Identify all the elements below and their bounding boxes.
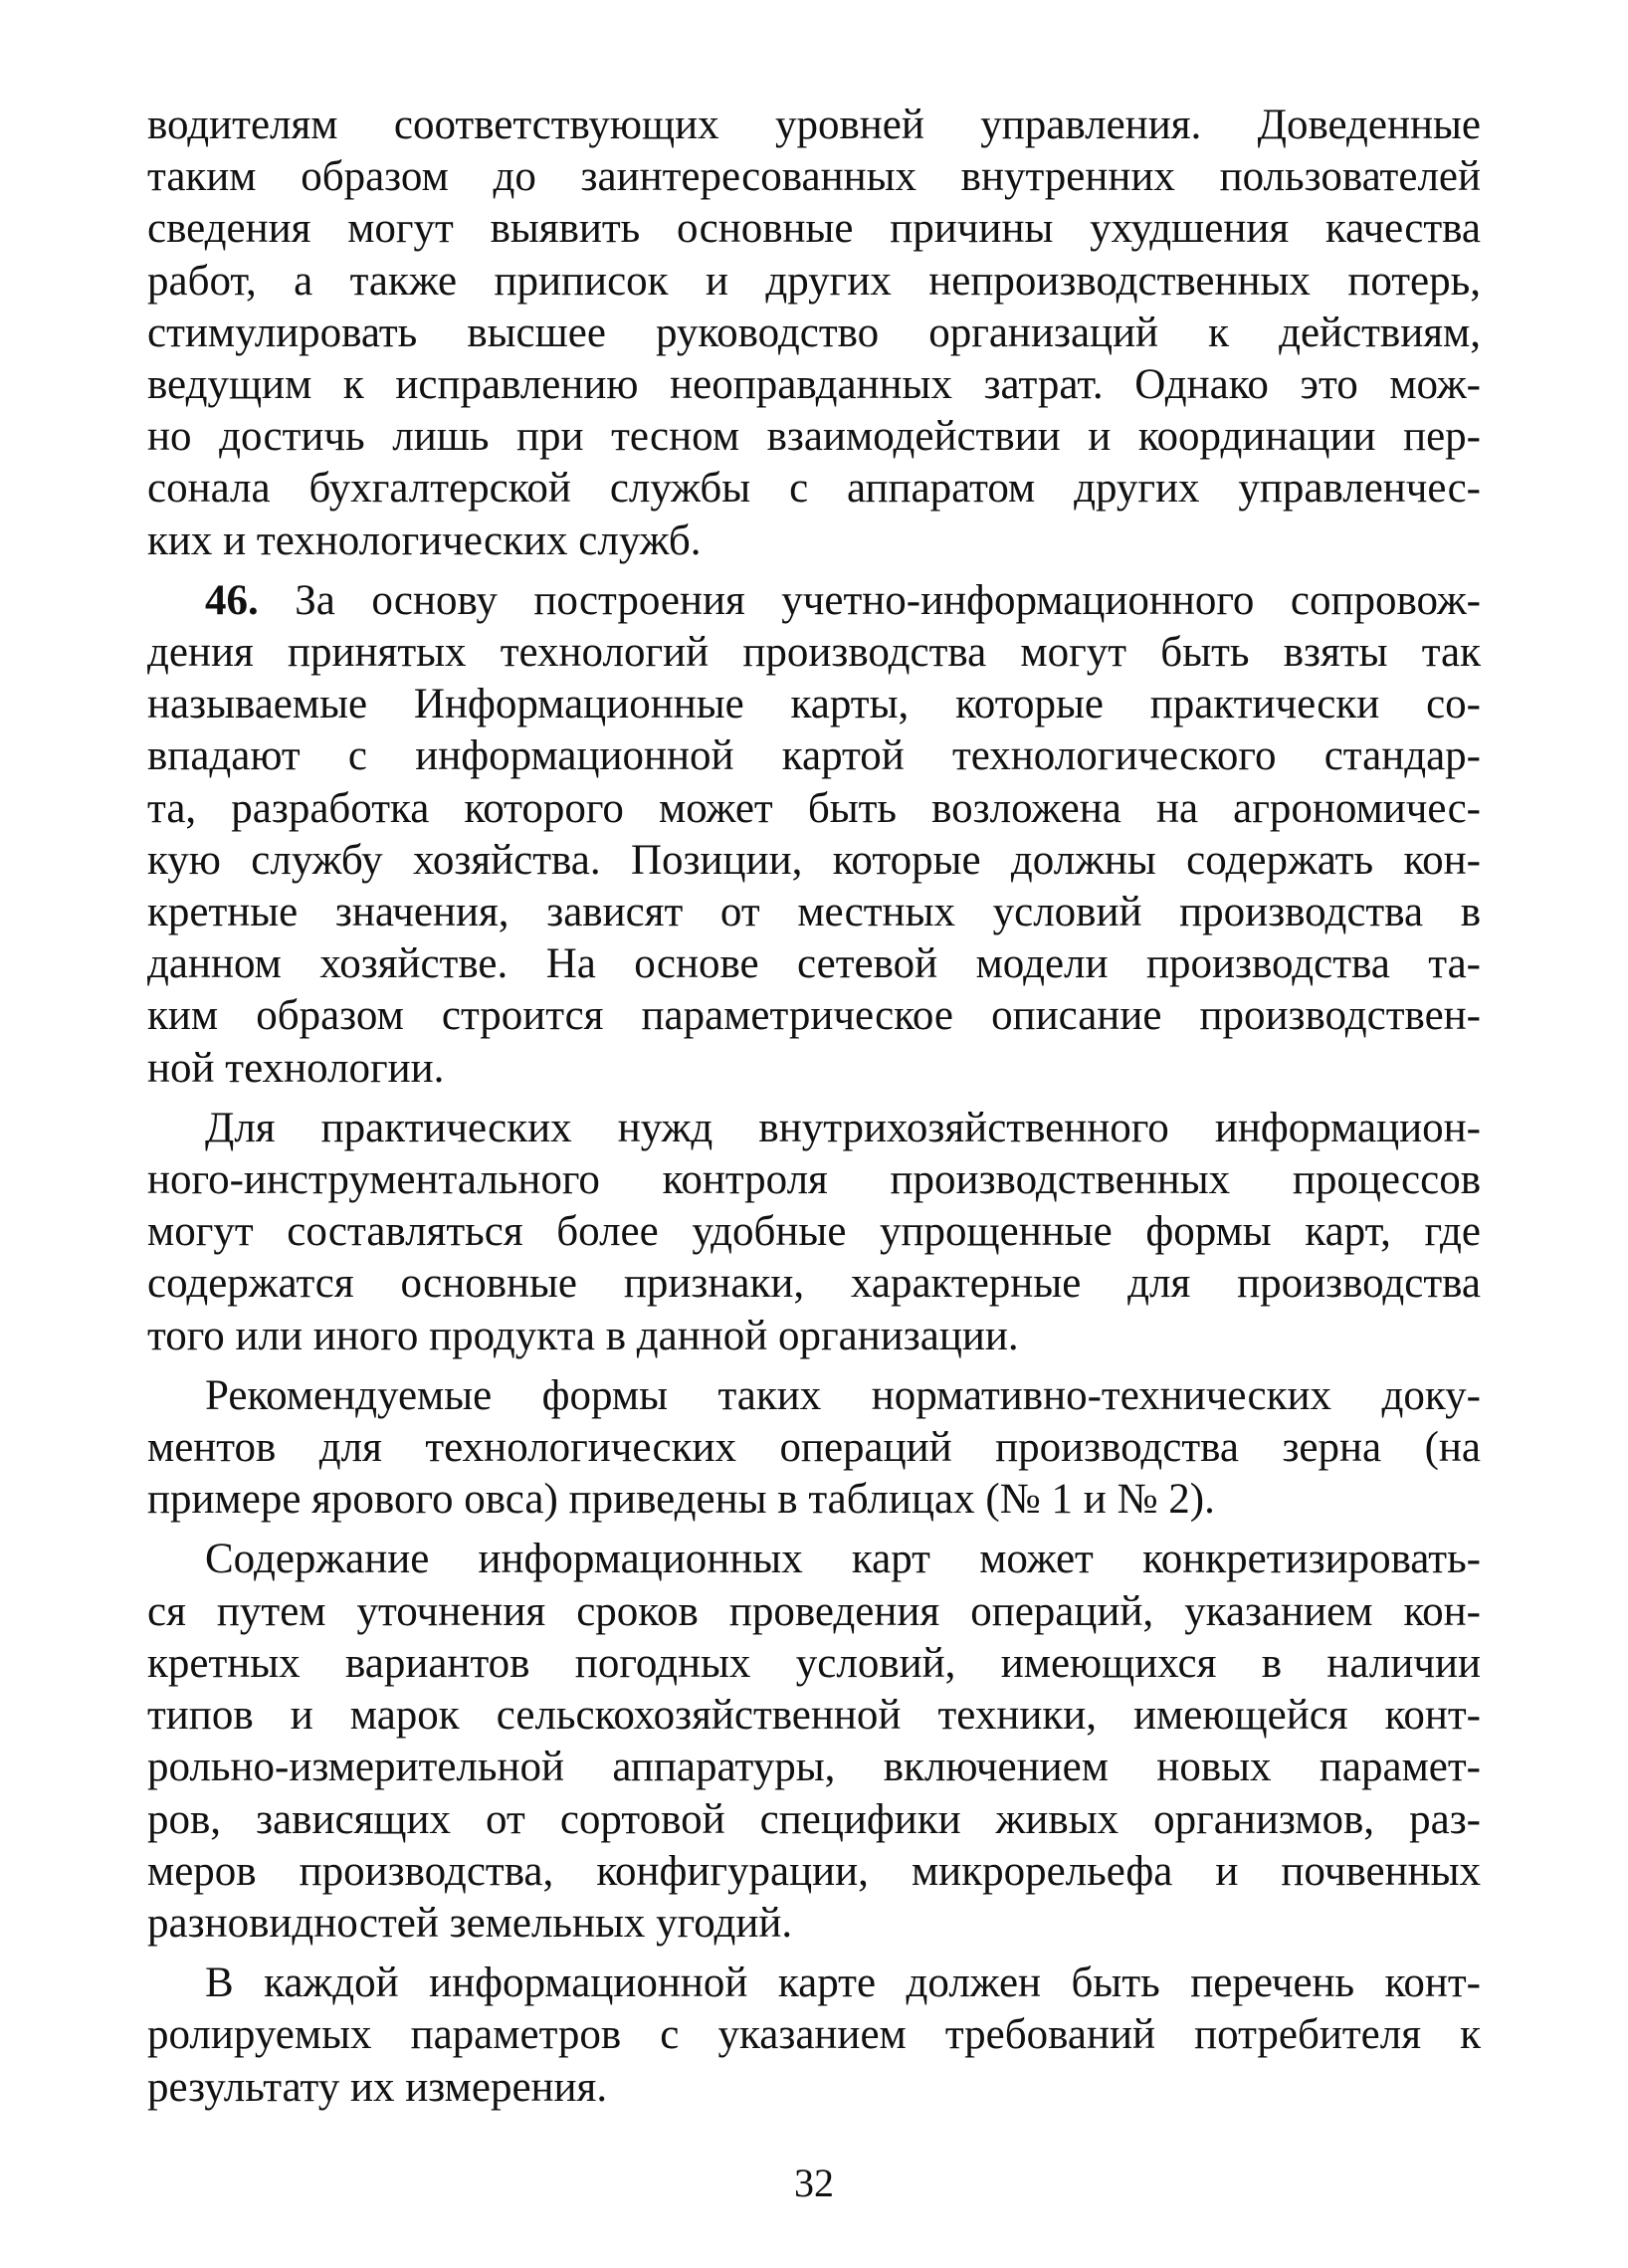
text-line: ким образом строится параметрическое описание производствен- (147, 992, 1481, 1040)
text-line: ной технологии. (147, 1044, 445, 1092)
text-line: типов и марок сельскохозяйственной техники, имеющейся конт- (147, 1692, 1481, 1740)
text-line: ного-инструментального контроля производственных процессов (147, 1156, 1481, 1204)
text-line: разновидностей земельных угодий. (147, 1899, 793, 1947)
text-line: но достичь лишь при тесном взаимодействии и координации пер- (147, 413, 1481, 461)
text-line: та, разработка которого может быть возложена на агрономичес- (147, 784, 1481, 832)
text-line: того или иного продукта в данной организации. (147, 1312, 1019, 1359)
paragraph-46 (147, 575, 1481, 1095)
text-line: Содержание информационных карт может конкретизировать- (205, 1536, 1481, 1583)
text-line-rest: За основу построения учетно-информационного сопровож- (258, 576, 1481, 624)
paragraph (147, 1534, 1481, 1950)
text-line: работ, а также приписок и других непроизводственных потерь, (147, 257, 1481, 305)
text-line: сонала бухгалтерской службы с аппаратом других управленчес- (147, 465, 1481, 513)
text-line: ролируемых параметров с указанием требований потребителя к (147, 2011, 1481, 2059)
text-line: результату их измерения. (147, 2063, 608, 2111)
text-line: содержатся основные признаки, характерные для производства (147, 1260, 1481, 1308)
paragraph-number: 46. (205, 576, 259, 624)
paragraph (147, 1103, 1481, 1362)
text-line: впадают с информационной картой технологического стандар- (147, 732, 1481, 780)
text-line: ся путем уточнения сроков проведения операций, указанием кон- (147, 1587, 1481, 1635)
paragraph-continuation (147, 100, 1481, 567)
paragraph (147, 1370, 1481, 1527)
text-line-first (147, 575, 1481, 627)
text-line: стимулировать высшее руководство организаций к действиям, (147, 309, 1481, 356)
text-line: В каждой информационной карте должен быть перечень конт- (205, 1959, 1481, 2007)
text-line: меров производства, конфигурации, микрорельефа и почвенных (147, 1847, 1481, 1895)
text-line: рольно-измерительной аппаратуры, включением новых парамет- (147, 1744, 1481, 1791)
paragraph (147, 1958, 1481, 2114)
text-line: Рекомендуемые формы таких нормативно-технических доку- (205, 1371, 1481, 1419)
text-line: кретных вариантов погодных условий, имеющихся в наличии (147, 1639, 1481, 1687)
text-line: кретные значения, зависят от местных условий производства в (147, 889, 1481, 936)
text-line: ких и технологических служб. (147, 516, 702, 564)
text-line: дения принятых технологий производства могут быть взяты так (147, 629, 1481, 677)
text-line: таким образом до заинтересованных внутренних пользователей (147, 153, 1481, 201)
text-line: примере ярового овса) приведены в таблицах (№ 1 и № 2). (147, 1476, 1215, 1524)
text-line: сведения могут выявить основные причины ухудшения качества (147, 205, 1481, 253)
text-line: могут составляться более удобные упрощенные формы карт, где (147, 1208, 1481, 1256)
document-page (147, 100, 1481, 2268)
text-line: ведущим к исправлению неоправданных затрат. Однако это мож- (147, 361, 1481, 409)
text-line: данном хозяйстве. На основе сетевой модели производства та- (147, 940, 1481, 988)
text-line: водителям соответствующих уровней управления. Доведенные (147, 102, 1481, 148)
text-line: ров, зависящих от сортовой специфики живых организмов, раз- (147, 1795, 1481, 1843)
text-line: кую службу хозяйства. Позиции, которые должны содержать кон- (147, 836, 1481, 884)
text-line: называемые Информационные карты, которые практически со- (147, 681, 1481, 728)
page-number: 32 (794, 2161, 834, 2205)
text-line: Для практических нужд внутрихозяйственного информацион- (205, 1104, 1481, 1151)
text-line: ментов для технологических операций производства зерна (на (147, 1424, 1481, 1472)
